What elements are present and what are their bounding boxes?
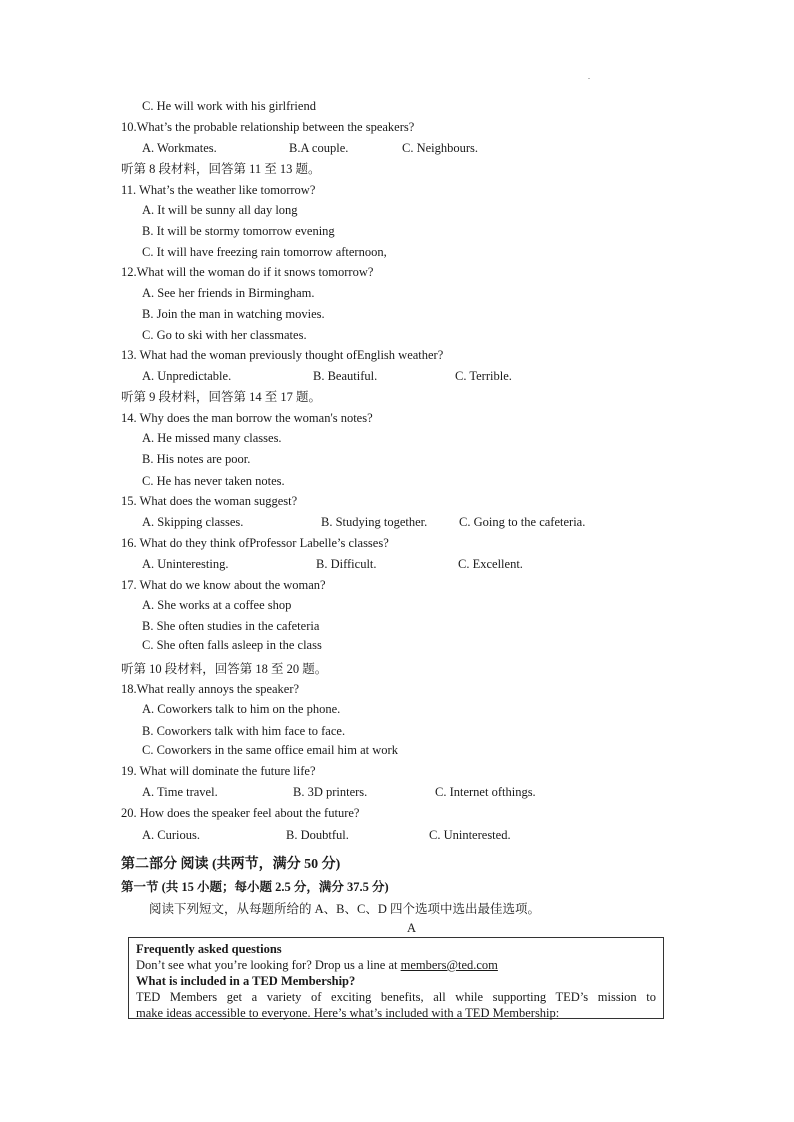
reading-instruction: 阅读下列短文，从每题所给的 A、B、C、D 四个选项中选出最佳选项。 [149,902,540,916]
passage-a-box [128,937,664,1019]
q18-question: 18.What really annoys the speaker? [121,682,300,696]
q19-option-c: C. Internet ofthings. [435,785,536,799]
q12-question: 12.What will the woman do if it snows tomorrow? [121,265,374,279]
q16-question: 16. What do they think ofProfessor Labelle’s classes? [121,536,389,550]
section-9-heading: 听第 9 段材料，回答第 14 至 17 题。 [121,390,322,404]
q17-option-a: A. She works at a coffee shop [142,598,292,612]
membership-text-line-2: make ideas accessible to everyone. Here’s what’s included with a TED Membership: [136,1006,560,1020]
q20-option-c: C. Uninterested. [429,828,511,842]
q19-option-a: A. Time travel. [142,785,218,799]
q10-option-a: A. Workmates. [142,141,217,155]
part-2-title: 第二部分 阅读 (共两节，满分 50 分) [121,857,341,872]
q18-option-b: B. Coworkers talk with him face to face. [142,724,346,738]
q11-option-a: A. It will be sunny all day long [142,203,298,217]
faq-heading: Frequently asked questions [136,942,282,956]
q14-option-c: C. He has never taken notes. [142,474,285,488]
q13-option-b: B. Beautiful. [313,369,378,383]
q19-question: 19. What will dominate the future life? [121,764,316,778]
faq-line [136,957,656,973]
membership-text-line-1: TED Members get a variety of exciting benefits, all while supporting TED’s mission to [136,990,656,1004]
q15-option-a: A. Skipping classes. [142,515,244,529]
q15-question: 15. What does the woman suggest? [121,494,298,508]
q13-question: 13. What had the woman previously thought ofEnglish weather? [121,348,444,362]
q10-option-c: C. Neighbours. [402,141,479,155]
membership-heading: What is included in a TED Membership? [136,974,356,988]
q12-option-a: A. See her friends in Birmingham. [142,286,315,300]
q14-question: 14. Why does the man borrow the woman's notes? [121,411,373,425]
q11-option-c: C. It will have freezing rain tomorrow afternoon, [142,245,387,259]
q17-option-b: B. She often studies in the cafeteria [142,619,320,633]
q11-question: 11. What’s the weather like tomorrow? [121,183,316,197]
section-8-heading: 听第 8 段材料，回答第 11 至 13 题。 [121,162,321,176]
q17-question: 17. What do we know about the woman? [121,578,326,592]
q16-option-b: B. Difficult. [316,557,377,571]
q20-question: 20. How does the speaker feel about the future? [121,806,360,820]
q18-option-c: C. Coworkers in the same office email him at work [142,743,398,757]
q17-option-c: C. She often falls asleep in the class [142,638,322,652]
q10-option-b: B.A couple. [289,141,349,155]
q9-option-c: C. He will work with his girlfriend [142,99,316,113]
q11-option-b: B. It will be stormy tomorrow evening [142,224,335,238]
q16-option-a: A. Uninteresting. [142,557,229,571]
q16-option-c: C. Excellent. [458,557,523,571]
q15-option-c: C. Going to the cafeteria. [459,515,586,529]
part-2-section-1-title: 第一节 (共 15 小题；每小题 2.5 分，满分 37.5 分) [121,880,389,894]
q13-option-c: C. Terrible. [455,369,512,383]
q12-option-b: B. Join the man in watching movies. [142,307,325,321]
q13-option-a: A. Unpredictable. [142,369,232,383]
email-link[interactable]: members@ted.com [400,958,498,972]
q18-option-a: A. Coworkers talk to him on the phone. [142,702,341,716]
q19-option-b: B. 3D printers. [293,785,368,799]
scan-mark [588,78,590,79]
q20-option-a: A. Curious. [142,828,200,842]
q10-question: 10.What’s the probable relationship between the speakers? [121,120,415,134]
section-10-heading: 听第 10 段材料，回答第 18 至 20 题。 [121,662,328,676]
q15-option-b: B. Studying together. [321,515,428,529]
q14-option-a: A. He missed many classes. [142,431,282,445]
q12-option-c: C. Go to ski with her classmates. [142,328,307,342]
faq-text: Don’t see what you’re looking for? Drop us a line at [136,958,401,972]
q20-option-b: B. Doubtful. [286,828,349,842]
passage-label: A [407,921,417,935]
q14-option-b: B. His notes are poor. [142,452,251,466]
